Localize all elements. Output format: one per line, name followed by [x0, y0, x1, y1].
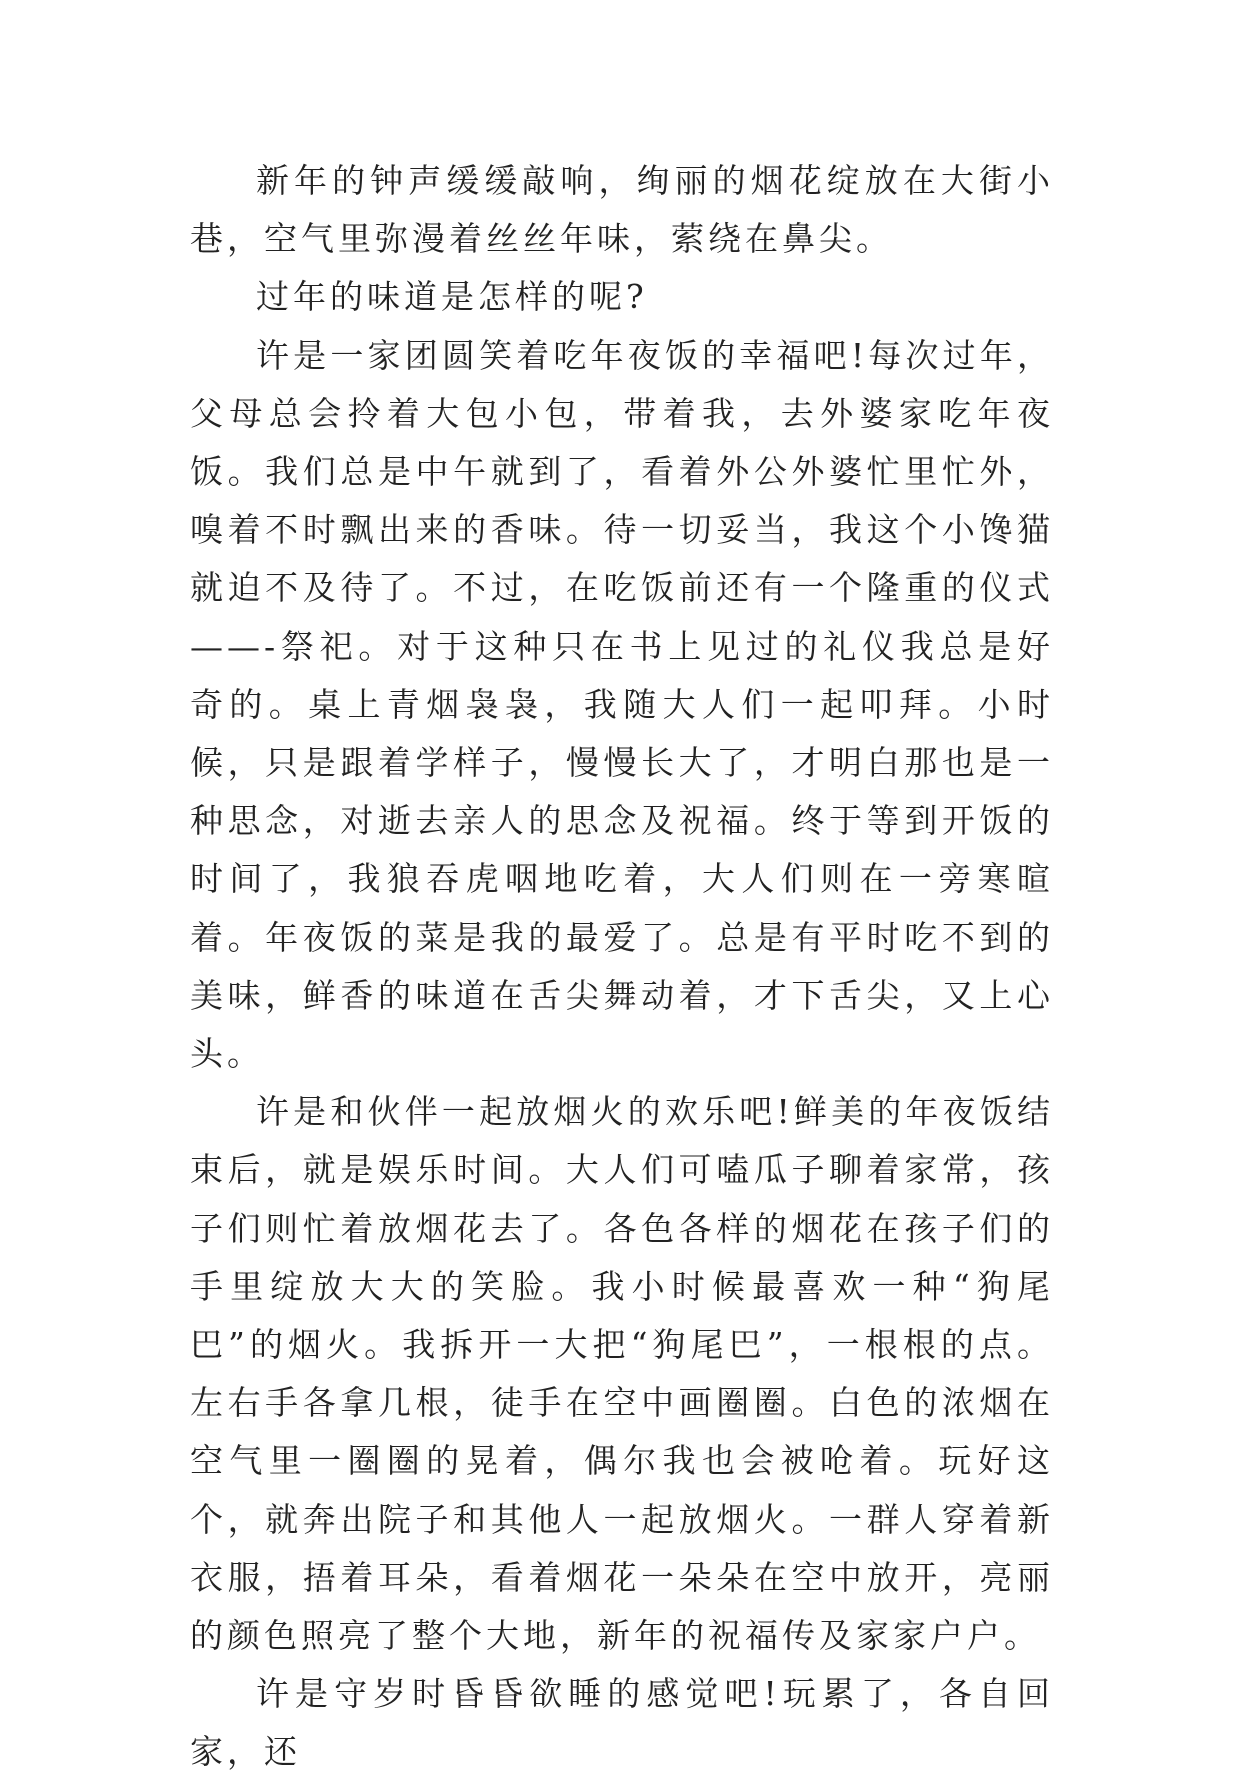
paragraph-question: 过年的味道是怎样的呢?: [256, 277, 648, 317]
article-body: [190, 152, 1054, 1782]
paragraph-new-year-opening: 新年的钟声缓缓敲响，绚丽的烟花绽放在大街小巷，空气里弥漫着丝丝年味，萦绕在鼻尖。: [190, 161, 1054, 259]
paragraph-staying-up: 许是守岁时昏昏欲睡的感觉吧!玩累了，各自回家，还: [190, 1674, 1054, 1772]
paragraph-fireworks: 许是和伙伴一起放烟火的欢乐吧!鲜美的年夜饭结束后，就是娱乐时间。大人们可嗑瓜子聊着家常，孩子们则忙着放烟花去了。各色各样的烟花在孩子们的手里绽放大大的笑脸。我小时候最喜欢一种“狗尾巴”的烟火。我拆开一大把“狗尾巴”，一根根的点。左右手各拿几根，徒手在空中画圈圈。白色的浓烟在空气里一圈圈的晃着，偶尔我也会被呛着。玩好这个，就奔出院子和其他人一起放烟火。一群人穿着新衣服，捂着耳朵，看着烟花一朵朵在空中放开，亮丽的颜色照亮了整个大地，新年的祝福传及家家户户。: [190, 1092, 1054, 1656]
paragraph-reunion-dinner: 许是一家团圆笑着吃年夜饭的幸福吧!每次过年，父母总会拎着大包小包，带着我，去外婆家吃年夜饭。我们总是中午就到了，看着外公外婆忙里忙外，嗅着不时飘出来的香味。待一切妥当，我这个小馋猫就迫不及待了。不过，在吃饭前还有一个隆重的仪式——-祭祀。对于这种只在书上见过的礼仪我总是好奇的。桌上青烟袅袅，我随大人们一起叩拜。小时候，只是跟着学样子，慢慢长大了，才明白那也是一种思念，对逝去亲人的思念及祝福。终于等到开饭的时间了，我狼吞虎咽地吃着，大人们则在一旁寒暄着。年夜饭的菜是我的最爱了。总是有平时吃不到的美味，鲜香的味道在舌尖舞动着，才下舌尖，又上心头。: [190, 335, 1054, 1074]
